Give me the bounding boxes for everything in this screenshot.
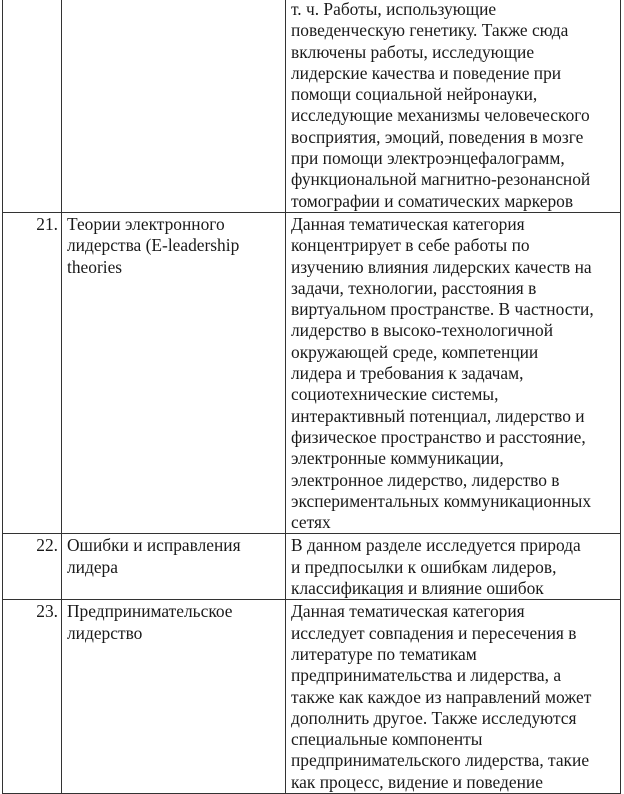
category-description-line: концентрирует в себе работы по: [291, 235, 530, 256]
category-description-line: и предпосылки к ошибкам лидеров,: [291, 556, 557, 577]
category-description-line: т. ч. Работы, использующие: [291, 0, 497, 19]
category-description-line: как процесс, видение и поведение: [291, 771, 543, 792]
category-description-line: изучению влияния лидерских качеств на: [291, 256, 592, 277]
category-name-line: Ошибки и исправления: [67, 535, 241, 556]
category-description-line: социотехнические системы,: [291, 384, 499, 405]
category-name-line: лидерство: [67, 622, 143, 643]
category-description-line: предпринимательского лидерства, такие: [291, 750, 590, 771]
row-number: 23.: [36, 601, 58, 622]
category-name-line: theories: [67, 256, 123, 277]
category-name-line: лидерства (E-leadership: [67, 235, 240, 256]
category-description-line: томографии и соматических маркеров: [291, 190, 574, 211]
row-number-cell: [3, 534, 62, 600]
category-description-line: литературе по тематикам: [291, 643, 477, 664]
table-body: [3, 0, 621, 793]
category-description-line: физическое пространство и расстояние,: [291, 426, 586, 447]
category-name-cell: [62, 0, 286, 212]
category-description-line: интерактивный потенциал, лидерство и: [291, 405, 585, 426]
category-description-line: экспериментальных коммуникационных: [291, 490, 592, 511]
category-description-line: окружающей среде, компетенции: [291, 341, 539, 362]
category-description-line: классификация и влияние ошибок: [291, 578, 544, 599]
category-description-line: виртуальном пространстве. В частности,: [291, 299, 594, 320]
category-description-cell: [286, 534, 621, 600]
category-description-line: исследующие механизмы человеческого: [291, 105, 590, 126]
category-description-line: Данная тематическая категория: [291, 601, 525, 622]
category-description-line: специальные компоненты: [291, 729, 483, 750]
category-name-cell: [62, 600, 286, 794]
category-description-line: восприятия, эмоций, поведения в мозге: [291, 126, 584, 147]
category-description-line: электронные коммуникации,: [291, 448, 504, 469]
category-description-line: при помощи электроэнцефалограмм,: [291, 148, 565, 169]
category-description-line: лидера и требования к задачам,: [291, 363, 524, 384]
row-number: 21.: [36, 213, 58, 234]
category-description-cell: [286, 212, 621, 533]
category-description-line: включены работы, исследующие: [291, 41, 535, 62]
category-description-line: задачи, технологии, расстояния в: [291, 277, 537, 298]
row-number-cell: [3, 0, 62, 212]
table-row: [3, 0, 621, 212]
category-description-line: В данном разделе исследуется природа: [291, 535, 581, 556]
category-name-cell: [62, 534, 286, 600]
category-description-cell: [286, 600, 621, 794]
category-description-line: дополнить другое. Также исследуются: [291, 707, 577, 728]
category-description-line: сетях: [291, 512, 331, 533]
category-description-line: лидерские качества и поведение при: [291, 62, 562, 83]
category-description-line: функциональной магнитно-резонансной: [291, 169, 591, 190]
category-description-cell: [286, 0, 621, 212]
table-row: [3, 600, 621, 794]
category-description-line: лидерство в высоко-технологичной: [291, 320, 554, 341]
category-description-line: предпринимательства и лидерства, а: [291, 665, 562, 686]
category-description-line: Данная тематическая категория: [291, 213, 525, 234]
category-description-line: поведенческую генетику. Также сюда: [291, 20, 569, 41]
row-number-cell: [3, 600, 62, 794]
category-description-line: исследует совпадения и пересечения в: [291, 622, 577, 643]
category-description-line: электронное лидерство, лидерство в: [291, 469, 560, 490]
leadership-categories-table: [2, 0, 621, 794]
category-description-line: также как каждое из направлений может: [291, 686, 592, 707]
row-number: 22.: [36, 535, 58, 556]
category-name-line: Теории электронного: [67, 213, 225, 234]
category-name-line: Предпринимательское: [67, 601, 233, 622]
table-row: [3, 212, 621, 533]
row-number-cell: [3, 212, 62, 533]
category-description-line: помощи социальной нейронауки,: [291, 84, 538, 105]
category-name-line: лидера: [67, 556, 118, 577]
category-name-cell: [62, 212, 286, 533]
table-row: [3, 534, 621, 600]
